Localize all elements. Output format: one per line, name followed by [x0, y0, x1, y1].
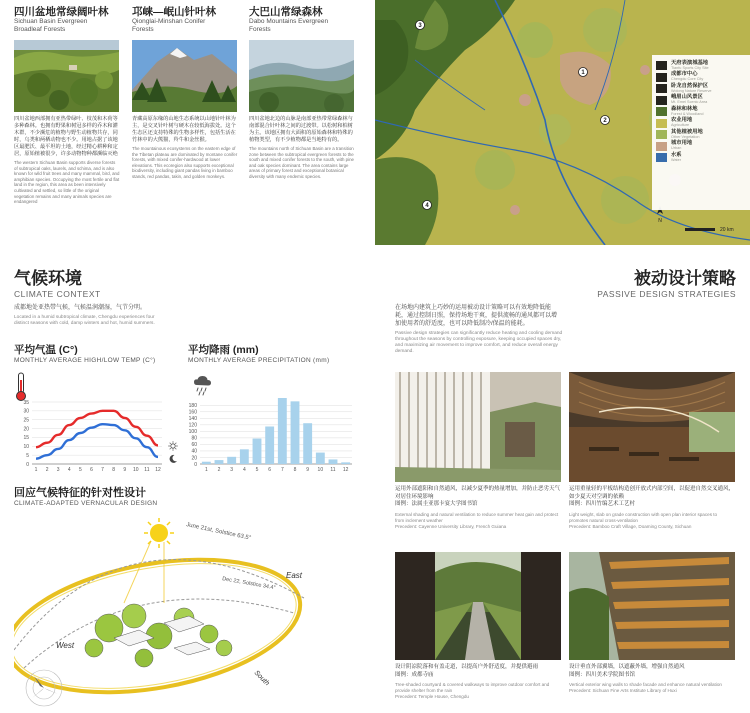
legend-item — [652, 106, 750, 118]
caption-zh: 运用重量轻的平板结构造创开放式内部空间，以促进自然交叉通风，如少夏天对空调的依赖 图例：四川竹编艺术工艺村 — [569, 486, 735, 507]
precip-bar — [303, 423, 312, 464]
legend-label-en: Tianfu Sports City Site — [671, 65, 709, 70]
legend-label-en: Mt. Emei Scenic Area — [671, 100, 708, 105]
climate-header — [14, 264, 101, 299]
x-tick-label: 7 — [280, 467, 284, 473]
x-tick-label: 5 — [78, 467, 82, 473]
y-tick-label: 160 — [188, 409, 197, 416]
south-label: South — [252, 669, 271, 688]
x-tick-label: 2 — [217, 467, 221, 473]
y-tick-label: 140 — [188, 416, 197, 423]
x-tick-label: 1 — [204, 467, 208, 473]
legend-label-en: Urban — [671, 146, 682, 151]
x-tick-label: 6 — [90, 467, 93, 473]
climate-desc-en: Located in a humid subtropical climate, Chengdu experiences four — [14, 315, 155, 320]
forest-title: 大巴山常绿森林 — [249, 6, 323, 18]
forest-title: 四川盆地常绿阔叶林 — [14, 6, 109, 18]
east-label: East — [286, 571, 303, 580]
legend-swatch — [656, 84, 667, 93]
legend-item — [652, 60, 750, 72]
caption-en: Tree-shaded courtyard & covered walkways to improve outdoor comfort and provide shelter from the rain Precedent: Temple House, Chengdu — [395, 682, 550, 699]
legend-label-en: Wolong Nature Reserve — [671, 88, 712, 93]
legend-item — [652, 141, 750, 153]
x-tick-label: 8 — [293, 467, 297, 473]
solstice-june-label: June 21st, Solstice 63.5° — [185, 522, 252, 542]
legend-swatch — [656, 96, 667, 105]
vernacular-title: 回应气候特征的针对性设计 — [14, 487, 146, 499]
legend-swatch — [656, 73, 667, 82]
x-tick-label: 1 — [34, 467, 38, 473]
passive-subtitle: PASSIVE DESIGN STRATEGIES — [597, 289, 736, 299]
legend-item — [652, 129, 750, 141]
x-tick-label: 9 — [123, 467, 127, 473]
precip-bar — [291, 401, 300, 464]
caption-zh: 设计垂直外部翼墙，以遮蔽外墙，增强自然通风 图例：四川美术学院图书馆 — [569, 664, 685, 678]
legend-label-zh: 天府表演城基地 — [671, 59, 709, 66]
y-tick-label: 60 — [191, 442, 197, 449]
precip-bar — [278, 398, 287, 464]
passive-title: 被动设计策略 — [634, 269, 736, 288]
climate-title: 气候环境 — [14, 269, 82, 288]
forest-desc-en: The western Sichuan Basin supports diverse forests of subtropical oaks, laurels, and schima, and is also known for wild fruit trees and many mammal, bird, and amphibian species. Occupying the most fertile and flat land in the region, this area as been intensively cultivated and settled, so little of the original vegetation remains and many animals species are endangered — [14, 160, 120, 205]
temp-chart-subtitle: MONTHLY AVERAGE HIGH/LOW TEMP (C°) — [14, 357, 156, 364]
legend-swatch — [656, 153, 667, 162]
x-tick-label: 11 — [330, 467, 336, 473]
legend-text — [671, 95, 707, 105]
forest-desc-zh: 四川盆地西部拥有亚热带绿叶、枝茂和木荷等多种森林。也拥有野果和树冠多样的乔木和灌木群，不少濒危的植物与野生动植物共存，同时，乌类和两栖动物也不少。用地占据了该地区最肥沃、最平坦的土地，经过精心耕种和定居，原始植被很少，许多动物物种都濒临灭绝 — [14, 116, 118, 157]
precip-bar — [316, 453, 325, 464]
photo-caption-1 — [395, 486, 561, 530]
precip-bar — [253, 439, 262, 464]
passive-photo-courtyard — [395, 552, 561, 660]
legend-item — [652, 118, 750, 130]
climate-desc — [14, 304, 354, 327]
y-tick-label: 20 — [23, 426, 29, 433]
legend-label-en: Agriculture — [671, 123, 690, 128]
y-tick-label: 120 — [188, 422, 197, 429]
y-tick-label: 5 — [26, 452, 29, 459]
legend-swatch — [656, 107, 667, 116]
y-tick-label: 180 — [188, 403, 197, 410]
precip-bar — [227, 457, 236, 464]
x-tick-label: 4 — [67, 467, 71, 473]
precip-bar — [341, 462, 350, 464]
scale-label: 20 km — [720, 227, 734, 233]
x-tick-label: 2 — [45, 467, 49, 473]
climate-desc-en: distinct seasons with cold, damp winters and hot, humid summers. — [14, 321, 155, 326]
legend-label-zh: 农业用地 — [671, 117, 693, 124]
caption-zh: 设计阴凉院落和有盖走道，以提高户外舒适度，并提供避雨 图例：成都寺庙 — [395, 664, 539, 678]
x-tick-label: 5 — [255, 467, 259, 473]
x-tick-label: 11 — [144, 467, 150, 473]
passive-photo-bamboo-hall — [569, 372, 735, 482]
climate-desc-zh: 成都地处亚热带气候，气候温润潮湿，气节分明。 — [14, 305, 147, 311]
y-tick-label: 100 — [188, 429, 197, 436]
precip-chart-subtitle: MONTHLY AVERAGE PRECIPITATION (mm) — [188, 357, 330, 364]
x-tick-label: 3 — [56, 467, 60, 473]
legend-text — [671, 72, 703, 82]
passive-photo-wing-walls — [569, 552, 735, 660]
passive-header — [560, 264, 736, 299]
y-tick-label: 30 — [23, 408, 29, 415]
caption-zh: 运用外部遮阳和自然通风，以减少夏季的热量增加，并防止恶劣天气对居住环境影响 图例：法属圭亚那卡宴大学图书馆 — [395, 486, 561, 507]
y-tick-label: 40 — [191, 448, 197, 455]
precip-chart — [186, 398, 356, 474]
forest-card-3 — [249, 6, 354, 34]
x-tick-label: 12 — [155, 467, 161, 473]
caption-en: External shading and natural ventilation to reduce summer heat gain and protect from inclement weather Precedent: Cayenne University Library, French Guiana — [395, 511, 559, 529]
x-tick-label: 8 — [112, 467, 116, 473]
map-point-label: 2 — [603, 118, 607, 125]
legend-swatch — [656, 142, 667, 151]
y-tick-label: 80 — [191, 435, 197, 442]
legend-label-en: Forest & Woodland — [671, 111, 704, 116]
precip-bar — [215, 460, 224, 464]
legend-swatch — [656, 119, 667, 128]
x-tick-label: 9 — [306, 467, 310, 473]
caption-en: Light weight, slab on grade construction with open plan interior spaces to promotes natural cross-ventilation Precedent: Bamboo Craft Village, Doaming County, Sichuan — [569, 511, 718, 529]
vernacular-subtitle: CLIMATE-ADAPTED VERNACULAR DESIGN — [14, 500, 158, 507]
legend-swatch — [656, 130, 667, 139]
forest-card-2 — [132, 6, 237, 34]
legend-label-en: Other Vegetation — [671, 134, 700, 139]
forest-desc-en: The mountains north of Sichuan Basin are a transition zone between the subtropical evergreen forests to the south and mixed conifer forests to the south, with pine and oak species dominant. The area contains large areas of primary forest and exceptional botanical diversity with many endemic species. — [249, 146, 354, 179]
forest-desc-zh: 青藏高原东缘的山地生态系统以山地针叶林为主，是交叉针叶树与硬木在较低海拔处。这个生态区还支持特殊的生物多样性，包括生活在竹林中的大熊猫，羚牛和金丝猴。 — [132, 116, 236, 143]
y-tick-label: 10 — [23, 444, 29, 451]
legend-label-zh: 其他植被用地 — [671, 128, 703, 135]
legend-label-en: Chengdu Core City — [671, 77, 704, 82]
forest-photo-dabo — [249, 40, 354, 112]
x-tick-label: 4 — [242, 467, 246, 473]
map-point-label: 3 — [418, 23, 422, 30]
photo-caption-3 — [395, 664, 561, 700]
forest-subtitle: Sichuan Basin Evergreen — [14, 18, 88, 25]
legend-text — [671, 130, 703, 140]
precip-chart-title: 平均降雨 (mm) — [188, 344, 259, 356]
forest-subtitle: Forests — [132, 26, 154, 33]
legend-label-zh: 峨眉山风景区 — [671, 94, 703, 101]
x-tick-label: 3 — [230, 467, 234, 473]
climate-subtitle: CLIMATE CONTEXT — [14, 289, 101, 299]
forest-subtitle: Qionglai-Minshan Conifer — [132, 18, 206, 25]
forest-desc-en: The mountainous ecosystems on the eastern edge of the Tibetan plateau are dominated by montane conifer forests, with mixed conifer-hardwood at lower elevations. This ecoregion also supports exceptional biodiversity, including giant pandas living in bamboo stands, red pandas, takin, and golden monkeys. — [132, 146, 238, 179]
legend-label-zh: 水系 — [671, 151, 682, 158]
scale-bar — [685, 228, 715, 231]
legend-label-zh: 成都市中心 — [671, 71, 698, 78]
x-tick-label: 12 — [342, 467, 349, 473]
rain-cloud-icon — [192, 374, 214, 396]
map-point-label: 4 — [425, 203, 429, 210]
forest-desc-2 — [132, 116, 238, 180]
temp-chart — [14, 398, 174, 474]
forest-subtitle: Dabo Mountains Evergreen — [249, 18, 329, 25]
legend-label-zh: 城市用地 — [671, 140, 693, 147]
sun-icon — [144, 518, 174, 548]
vernacular-header — [14, 484, 157, 507]
forest-title: 邛崃—岷山针叶林 — [132, 6, 216, 18]
forest-desc-zh: 四川盆地北边的山脉是南部亚热带常绿森林与南部混合针叶林之间的过渡带。以松树和柏树为主。该地区拥有大面积的原始森林和特殊的植物类型，有不少植物都是当地特有的。 — [249, 116, 353, 143]
passive-desc-zh: 耗，通过控制日照，保持场地干爽，提供流畅的通风都可以增 — [395, 313, 558, 319]
legend-text — [671, 118, 692, 128]
forest-subtitle: Forests — [249, 26, 271, 33]
legend-text — [671, 107, 703, 117]
x-tick-label: 7 — [101, 467, 104, 473]
solstice-dec-label: Dec 22, Solstice 34.4° — [221, 576, 277, 592]
passive-desc-zh: 加使用者的舒适度，也可以降低制冷/保温的能耗。 — [395, 321, 529, 327]
y-tick-label: 0 — [194, 461, 197, 468]
north-label: N — [658, 218, 662, 224]
sun-path-diagram — [14, 508, 354, 713]
legend-item — [652, 152, 750, 164]
passive-desc-zh: 在场地内建筑上巧妙的运用被动设计策略可以有效地降低能 — [395, 305, 552, 311]
legend-text — [671, 61, 709, 71]
legend-swatch — [656, 61, 667, 70]
x-tick-label: 6 — [268, 467, 272, 473]
legend-label-zh: 卧龙自然保护区 — [671, 82, 709, 89]
legend-text — [671, 84, 711, 94]
forest-subtitle: Broadleaf Forests — [14, 26, 66, 33]
legend-label-en: Water — [671, 157, 681, 162]
legend-text — [671, 153, 682, 163]
passive-desc-en: Passive design strategies can significantly reduce heating and cooling demand throughout the seasons by controlling exposure, keeping occupied spaces dry, and maximizing air movement to improve comfort, and reduce overall energy demand. — [395, 331, 563, 354]
map-legend — [652, 55, 750, 210]
temp-chart-header — [14, 342, 156, 364]
y-tick-label: 0 — [26, 461, 29, 468]
precip-bar — [240, 449, 249, 464]
y-tick-label: 25 — [23, 417, 29, 424]
x-tick-label: 10 — [133, 467, 139, 473]
x-tick-label: 10 — [317, 467, 324, 473]
precip-chart-header — [188, 342, 329, 364]
y-tick-label: 20 — [191, 455, 197, 462]
photo-caption-2 — [569, 486, 735, 530]
legend-label-zh: 森林和林地 — [671, 105, 698, 112]
precip-bar — [265, 426, 274, 464]
forest-photo-sichuan-basin — [14, 40, 119, 112]
caption-en: Vertical exterior wing walls to shade facade and enhance natural ventilation Precedent: Sichuan Fine Arts Institute Library of Huxi — [569, 682, 722, 693]
y-tick-label: 15 — [23, 435, 29, 442]
passive-photo-shading — [395, 372, 561, 482]
passive-desc — [395, 304, 565, 355]
legend-text — [671, 141, 692, 151]
photo-caption-4 — [569, 664, 735, 694]
forest-desc-3 — [249, 116, 355, 180]
precip-bar — [329, 459, 338, 464]
legend-item — [652, 72, 750, 84]
forest-desc-1 — [14, 116, 120, 205]
legend-item — [652, 83, 750, 95]
west-label: West — [56, 641, 75, 650]
map-point-label: 1 — [581, 70, 585, 77]
precip-bar — [202, 462, 211, 464]
forest-card-1 — [14, 6, 119, 34]
legend-item — [652, 95, 750, 107]
forest-photo-qionglai — [132, 40, 237, 112]
y-tick-label: 35 — [23, 399, 29, 406]
temp-chart-title: 平均气温 (C°) — [14, 344, 78, 356]
